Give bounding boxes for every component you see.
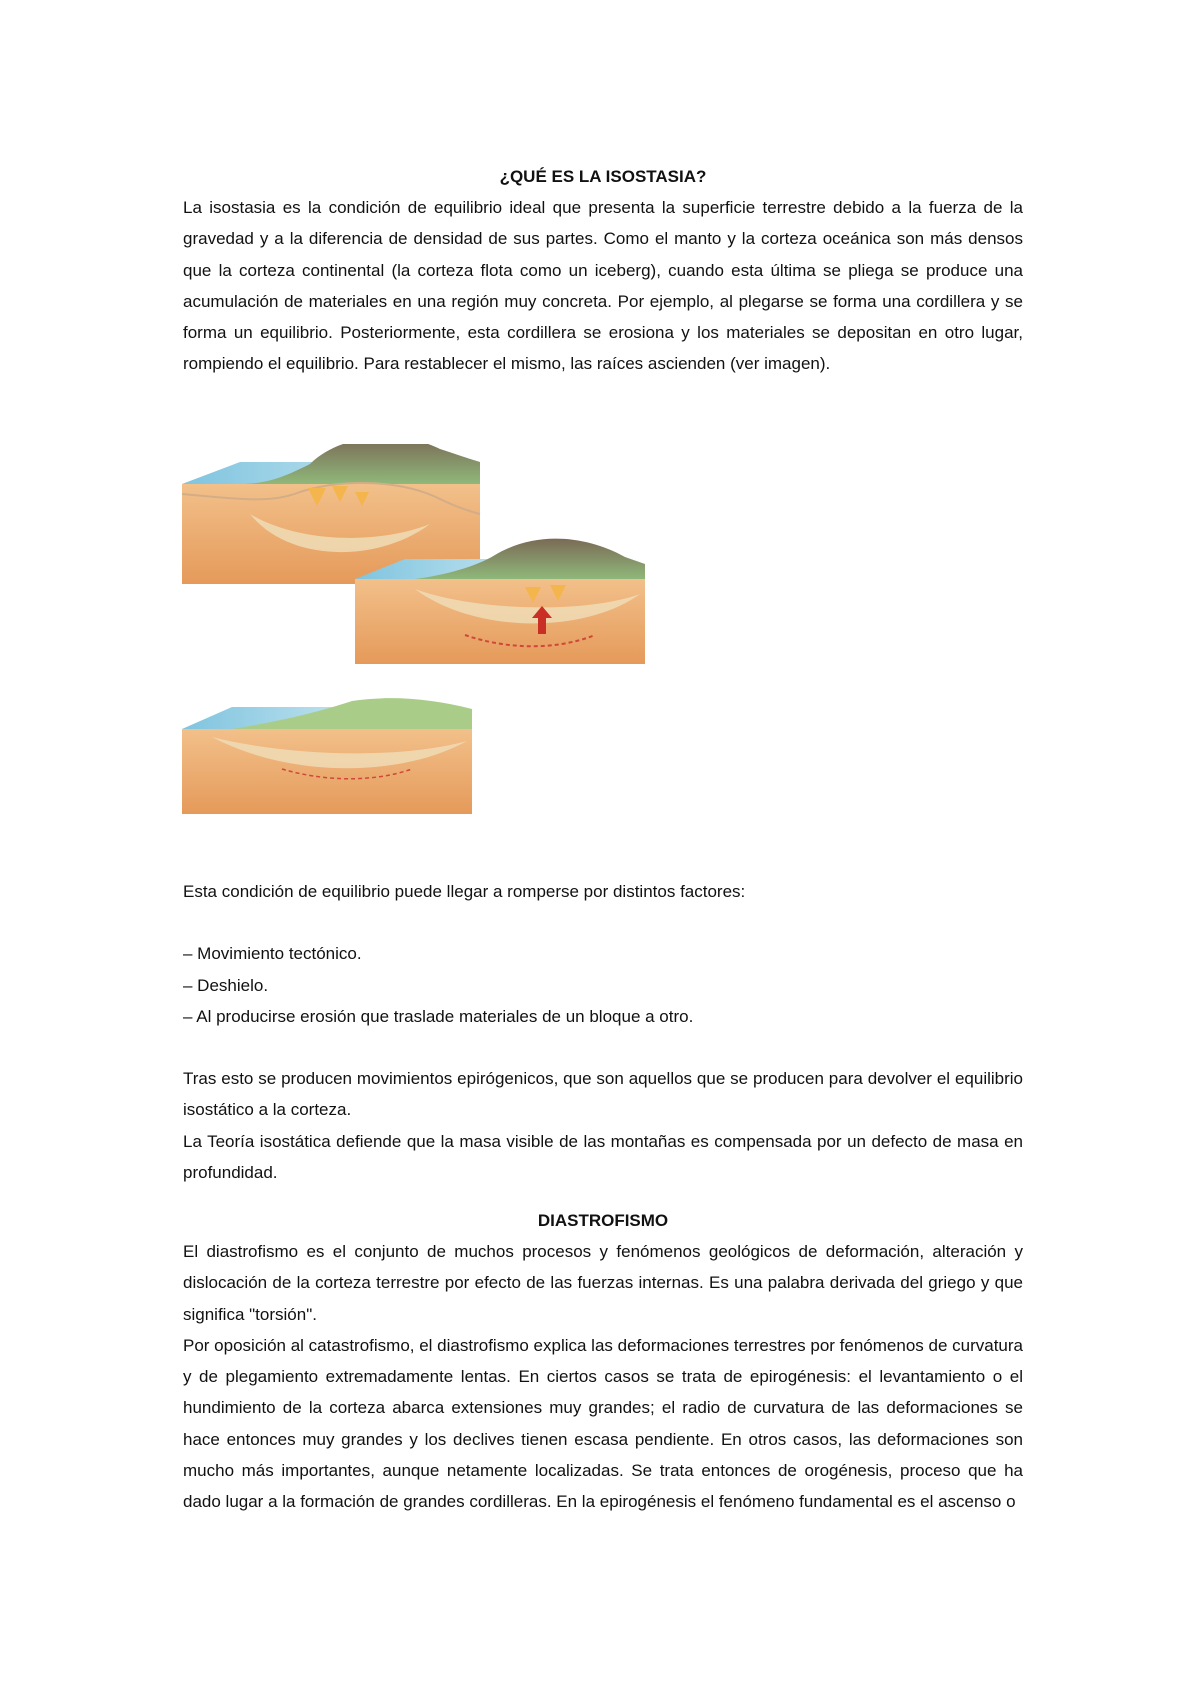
- factors-intro: Esta condición de equilibrio puede llegar a romperse por distintos factores:: [183, 882, 746, 901]
- section-title-isostasia: ¿QUÉ ES LA ISOSTASIA?: [499, 167, 707, 186]
- section-isostasia: [183, 161, 1023, 380]
- factor-item: – Al producirse erosión que traslade materiales de un bloque a otro.: [183, 1006, 694, 1026]
- section-diastrofismo: [183, 1205, 1023, 1518]
- spacer: [183, 907, 1023, 938]
- isostatic-theory-paragraph: La Teoría isostática defiende que la masa visible de las montañas es compensada por un defecto de masa en profundidad.: [183, 1131, 1023, 1183]
- factor-item: – Deshielo.: [183, 975, 269, 995]
- factor-item: – Movimiento tectónico.: [183, 944, 362, 964]
- spacer: [183, 1032, 1023, 1063]
- section-title-diastrofismo: DIASTROFISMO: [537, 1211, 669, 1230]
- diastrofismo-paragraph-1: El diastrofismo es el conjunto de muchos procesos y fenómenos geológicos de deformación, alteración y dislocación de la corteza terrestre por efecto de las fuerzas internas. Es una palabra derivada del griego y que significa "torsión".: [183, 1242, 1023, 1324]
- factors-section: [183, 876, 1023, 1188]
- diastrofismo-paragraph-2: Por oposición al catastrofismo, el diastrofismo explica las deformaciones terrestres por fenómenos de curvatura y de plegamiento extremadamente lentas. En ciertos casos se trata de epirogénesis: el levantamiento o el hundimiento de la corteza abarca extensiones muy grandes; el radio de curvatura de las deformaciones se hace entonces muy grandes y los declives tienen escasa pendiente. En otros casos, las deformaciones son mucho más importantes, aunque netamente localizadas. Se trata entonces de orogénesis, proceso que ha dado lugar a la formación de grandes cordilleras. En la epirogénesis el fenómeno fundamental es el ascenso o: [183, 1335, 1023, 1512]
- isostasy-diagram-figure: [180, 444, 710, 820]
- epirogenic-paragraph: Tras esto se producen movimientos epirógenicos, que son aquellos que se producen para devolver el equilibrio isostático a la corteza.: [183, 1069, 1023, 1120]
- block-diagram-eroded: [182, 698, 472, 814]
- isostasia-paragraph: La isostasia es la condición de equilibrio ideal que presenta la superficie terrestre debido a la fuerza de la gravedad y a la diferencia de densidad de sus partes. Como el manto y la corteza oceánica son más densos que la corteza continental (la corteza flota como un iceberg), cuando esta última se pliega se produce una acumulación de materiales en una región muy concreta. Por ejemplo, al plegarse se forma una cordillera y se forma un equilibrio. Posteriormente, esta cordillera se erosiona y los materiales se depositan en otro lugar, rompiendo el equilibrio. Para restablecer el mismo, las raíces ascienden (ver imagen).: [183, 198, 1023, 374]
